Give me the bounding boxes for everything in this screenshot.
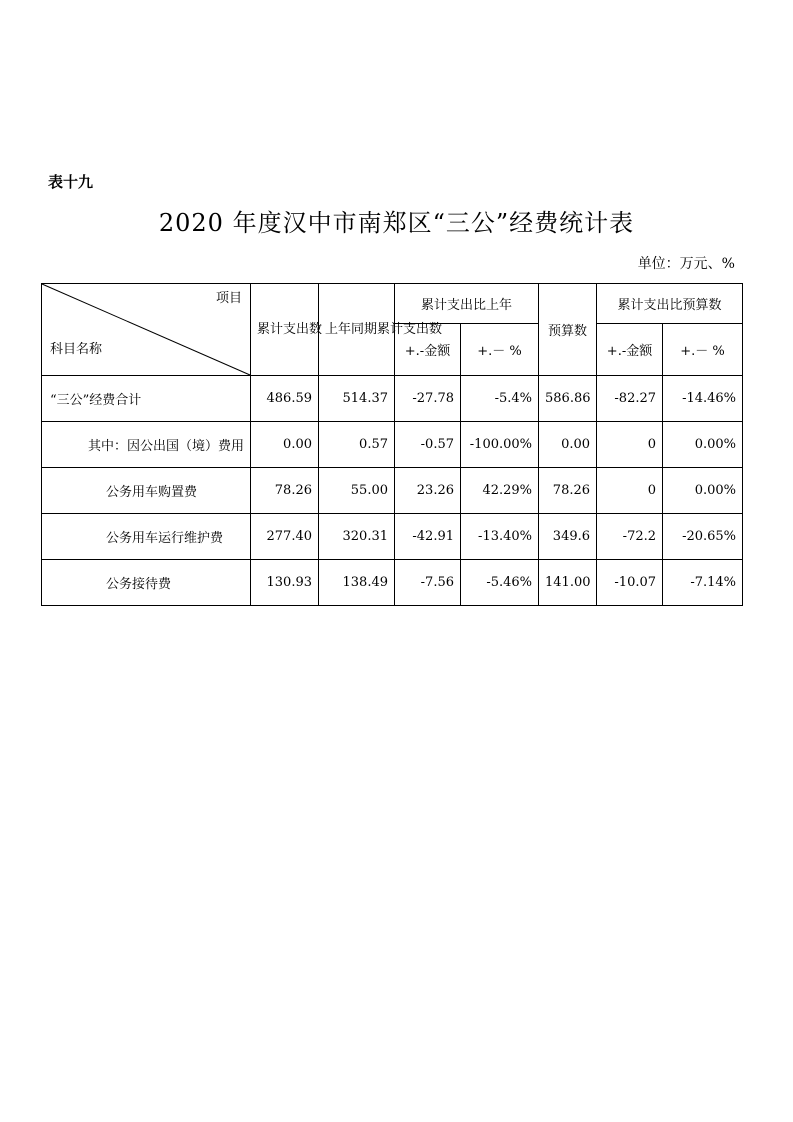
cell-prev: 0.57 (319, 422, 395, 468)
cell-prev: 138.49 (319, 560, 395, 606)
diagonal-header-cell (42, 284, 251, 376)
cell-prev: 55.00 (319, 468, 395, 514)
cell-budget-percent: -14.46% (663, 376, 743, 422)
cell-diff-percent: -5.46% (461, 560, 539, 606)
unit-label: 单位：万元、% (637, 256, 735, 272)
header-prev-exp: 上年同期累计支出数 (319, 284, 395, 376)
table-row (42, 560, 743, 606)
row-name: 公务用车购置费 (42, 468, 251, 514)
header-item-label: 项目 (215, 291, 242, 306)
cell-cum: 78.26 (251, 468, 319, 514)
table-row (42, 468, 743, 514)
cell-budget: 141.00 (539, 560, 597, 606)
header-budget: 预算数 (539, 284, 597, 376)
cell-budget-amount: -82.27 (597, 376, 663, 422)
cell-prev: 320.31 (319, 514, 395, 560)
cell-cum: 277.40 (251, 514, 319, 560)
cell-budget-amount: -72.2 (597, 514, 663, 560)
cell-budget-percent: 0.00% (663, 422, 743, 468)
cell-budget: 586.86 (539, 376, 597, 422)
cell-budget-percent: -20.65% (663, 514, 743, 560)
header-budget-amount: +.-金额 (597, 324, 663, 376)
cell-budget-amount: 0 (597, 468, 663, 514)
cell-cum: 130.93 (251, 560, 319, 606)
table-number: 表十九 (48, 173, 94, 191)
header-vs-prev-group: 累计支出比上年 (395, 284, 539, 324)
cell-diff-percent: -13.40% (461, 514, 539, 560)
cell-budget: 0.00 (539, 422, 597, 468)
cell-diff-amount: -42.91 (395, 514, 461, 560)
table-row (42, 514, 743, 560)
cell-diff-percent: -100.00% (461, 422, 539, 468)
cell-budget-percent: -7.14% (663, 560, 743, 606)
table-row (42, 422, 743, 468)
header-row-1 (42, 284, 743, 324)
header-prev-percent: +.－ % (461, 324, 539, 376)
cell-cum: 486.59 (251, 376, 319, 422)
row-name: 公务接待费 (42, 560, 251, 606)
cell-diff-amount: -27.78 (395, 376, 461, 422)
cell-budget: 78.26 (539, 468, 597, 514)
header-prev-amount: +.-金额 (395, 324, 461, 376)
cell-budget-amount: -10.07 (597, 560, 663, 606)
cell-budget-amount: 0 (597, 422, 663, 468)
row-name: 公务用车运行维护费 (42, 514, 251, 560)
expense-table (41, 283, 743, 606)
page-title: 2020 年度汉中市南郑区“三公”经费统计表 (158, 209, 635, 237)
cell-diff-amount: -7.56 (395, 560, 461, 606)
cell-budget: 349.6 (539, 514, 597, 560)
cell-diff-amount: 23.26 (395, 468, 461, 514)
header-subject-label: 科目名称 (50, 342, 103, 357)
cell-prev: 514.37 (319, 376, 395, 422)
header-cum-exp: 累计支出数 (251, 284, 319, 376)
cell-cum: 0.00 (251, 422, 319, 468)
header-vs-budget-group: 累计支出比预算数 (597, 284, 743, 324)
header-budget-percent: +.－ % (663, 324, 743, 376)
cell-diff-amount: -0.57 (395, 422, 461, 468)
cell-budget-percent: 0.00% (663, 468, 743, 514)
row-name: “三公”经费合计 (42, 376, 251, 422)
table-row (42, 376, 743, 422)
row-name: 其中：因公出国（境）费用 (42, 422, 251, 468)
cell-diff-percent: -5.4% (461, 376, 539, 422)
cell-diff-percent: 42.29% (461, 468, 539, 514)
